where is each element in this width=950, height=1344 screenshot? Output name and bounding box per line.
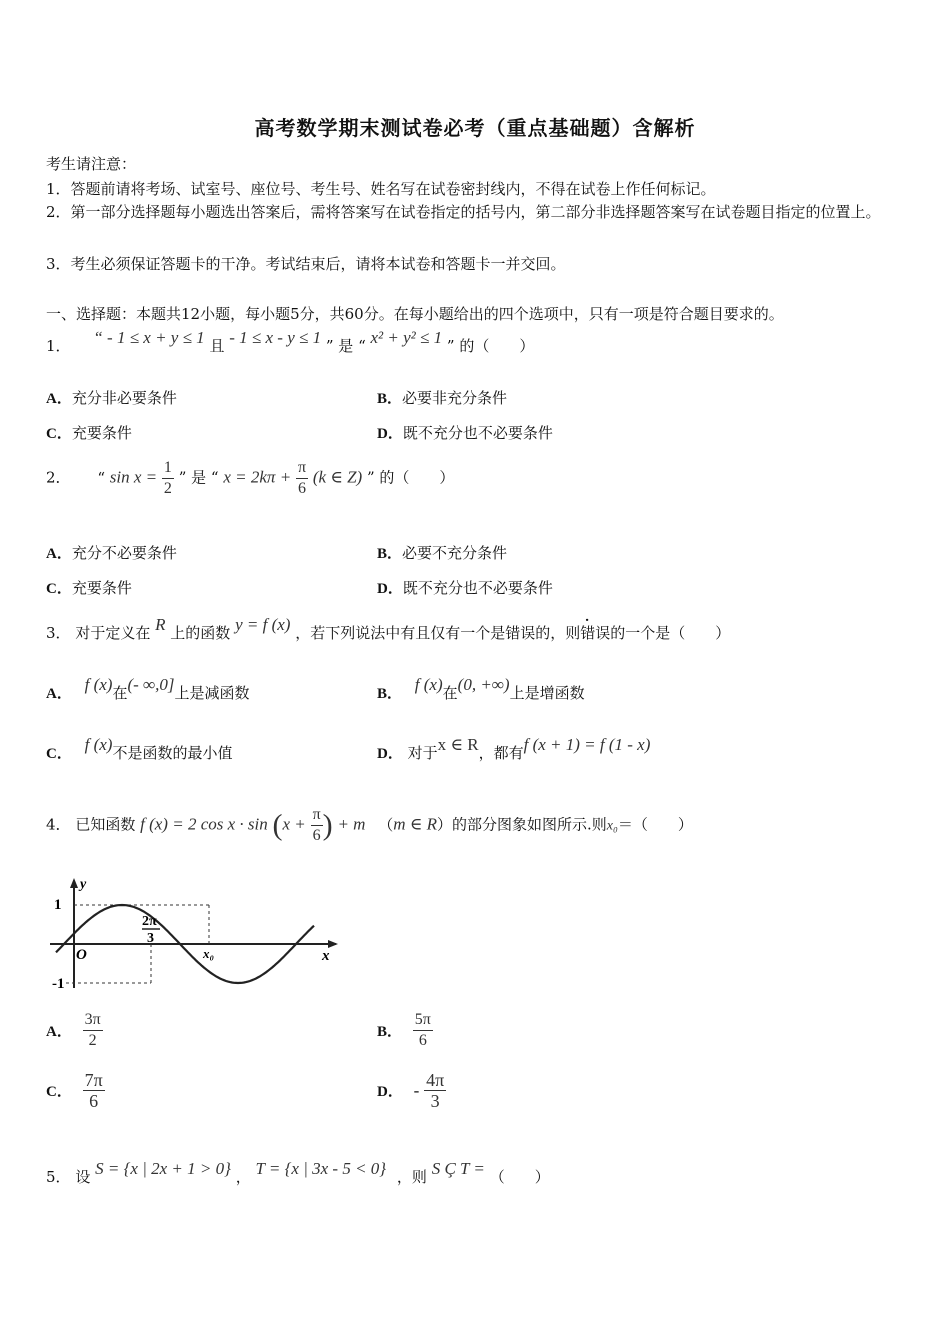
- text: ，: [235, 1168, 251, 1186]
- math-expr: S Ç T =: [431, 1159, 485, 1178]
- question-number: 4．: [46, 815, 71, 834]
- math-expr: x = 2kπ +: [223, 467, 292, 487]
- option-label: A．: [46, 686, 72, 702]
- fraction: [162, 458, 174, 499]
- q2-option-a[interactable]: [46, 542, 177, 563]
- math-expr: - 1 ≤ x - y ≤ 1: [229, 328, 322, 347]
- option-label: D．: [377, 1084, 403, 1100]
- option-text: 上是减函数: [174, 684, 250, 702]
- option-label: C．: [46, 426, 72, 442]
- y-min-label: -1: [52, 976, 65, 992]
- math-expr: f (x): [84, 675, 113, 694]
- x-axis-label: x: [322, 948, 330, 964]
- denominator: 2: [163, 480, 172, 497]
- text: ，若下列说法中有且仅有一个是错误的，则: [295, 624, 581, 642]
- q3-option-b[interactable]: [377, 675, 585, 703]
- math-expr: (0, +∞): [457, 675, 510, 694]
- right-paren: ): [322, 808, 333, 842]
- option-text: 不是函数的最小值: [112, 744, 233, 762]
- numerator: 4π: [426, 1070, 445, 1090]
- option-label: A．: [46, 546, 72, 562]
- option-label: C．: [46, 581, 72, 597]
- option-text: 充要条件: [71, 579, 132, 597]
- page-title: 高考数学期末测试卷必考（重点基础题）含解析: [254, 116, 696, 140]
- fraction: [296, 458, 308, 499]
- fraction: [83, 1010, 103, 1051]
- math-expr: S = {x | 2x + 1 > 0}: [95, 1159, 231, 1178]
- question-number: 1．: [46, 337, 71, 355]
- text-is: ” 是 “: [325, 337, 366, 355]
- fraction: [413, 1010, 433, 1051]
- math-expr: T = {x | 3x - 5 < 0}: [255, 1159, 387, 1178]
- notice-item-2: 2．第一部分选择题每小题选出答案后，需将答案写在试卷指定的括号内，第二部分非选择题答案写在试卷题目指定的位置上。: [46, 203, 881, 221]
- x0-label: x₀: [203, 946, 215, 961]
- notice-item-1: 1．答题前请将考场、试室号、座位号、考生号、姓名写在试卷密封线内，不得在试卷上作任何标记。: [46, 180, 716, 198]
- option-text: 对于: [407, 744, 438, 762]
- option-label: A．: [46, 391, 72, 407]
- x-axis-arrow: [328, 940, 338, 948]
- notice-heading: 考生请注意：: [46, 155, 137, 173]
- math-expr: sin x =: [109, 467, 158, 487]
- text: （: [378, 815, 394, 834]
- mark-numerator: 2π: [142, 914, 157, 929]
- q1-option-c[interactable]: [46, 422, 132, 443]
- text: ）的部分图象如图所示.则: [436, 815, 607, 834]
- numerator: π: [311, 805, 323, 826]
- math-expr: (- ∞,0]: [127, 675, 175, 694]
- math-expr: y = f (x): [235, 615, 291, 634]
- mark-denominator: 3: [147, 931, 154, 946]
- math-expr: x² + y² ≤ 1: [370, 328, 443, 347]
- q2-option-c[interactable]: [46, 577, 132, 598]
- option-text: 既不充分也不必要条件: [402, 579, 553, 597]
- math-expr: m ∈ R: [393, 814, 437, 834]
- text-open: “: [97, 468, 105, 487]
- q1-option-d[interactable]: [377, 422, 553, 443]
- denominator: 6: [89, 1091, 99, 1111]
- text-tail: ” 的（ ）: [367, 468, 455, 487]
- origin-label: O: [76, 947, 87, 963]
- text: 的一个是（ ）: [610, 624, 731, 642]
- denominator: 6: [297, 480, 306, 497]
- text: 上的函数: [170, 624, 231, 642]
- math-expr: R: [155, 615, 166, 634]
- option-label: D．: [377, 581, 403, 597]
- option-label: C．: [46, 1084, 72, 1100]
- text: 设: [75, 1168, 91, 1186]
- option-text: 充分不必要条件: [71, 544, 177, 562]
- q4-option-b[interactable]: [377, 1010, 433, 1051]
- question-number: 3．: [46, 624, 71, 642]
- question-number: 5．: [46, 1168, 71, 1186]
- option-text: 必要非充分条件: [402, 389, 508, 407]
- q3-option-c[interactable]: [46, 735, 233, 763]
- minus-sign: -: [413, 1080, 420, 1100]
- fraction: [424, 1070, 446, 1111]
- q4-option-d[interactable]: [377, 1070, 446, 1111]
- option-text: 必要不充分条件: [402, 544, 508, 562]
- text-tail: ” 的（ ）: [446, 337, 535, 355]
- option-label: B．: [377, 391, 403, 407]
- numerator: 7π: [84, 1070, 103, 1090]
- option-label: D．: [377, 746, 403, 762]
- text: 已知函数: [75, 815, 136, 834]
- option-text: 充分非必要条件: [71, 389, 177, 407]
- math-expr: (k ∈ Z): [312, 467, 363, 487]
- numerator: 1: [162, 458, 174, 479]
- text-is: ” 是 “: [178, 468, 219, 487]
- question-3: [46, 615, 731, 643]
- option-text: 在: [442, 684, 458, 702]
- question-5: [46, 1159, 550, 1187]
- numerator: 5π: [413, 1010, 433, 1031]
- math-expr: x₀: [606, 818, 618, 834]
- y-max-label: 1: [54, 897, 62, 913]
- q3-option-d[interactable]: [377, 735, 651, 763]
- emphasis-text: 错误: [580, 624, 611, 642]
- q4-option-c[interactable]: [46, 1070, 105, 1111]
- denominator: 6: [418, 1032, 427, 1049]
- left-paren: (: [272, 808, 283, 842]
- fraction: [83, 1070, 105, 1111]
- math-expr: f (x): [84, 735, 113, 754]
- option-text: 既不充分也不必要条件: [402, 424, 553, 442]
- option-label: C．: [46, 746, 72, 762]
- option-text: 充要条件: [71, 424, 132, 442]
- option-label: B．: [377, 1024, 403, 1040]
- numerator: π: [296, 458, 308, 479]
- denominator: 3: [430, 1091, 440, 1111]
- math-expr: f (x): [414, 675, 443, 694]
- option-text: ，都有: [478, 744, 524, 762]
- option-label: B．: [377, 686, 403, 702]
- math-expr: “ - 1 ≤ x + y ≤ 1: [93, 328, 205, 347]
- text: ＝（ ）: [617, 815, 693, 834]
- option-label: B．: [377, 546, 403, 562]
- option-label: A．: [46, 1024, 72, 1040]
- numerator: 3π: [83, 1010, 103, 1031]
- q2-option-b[interactable]: [377, 542, 507, 563]
- q3-option-a[interactable]: [46, 675, 250, 703]
- math-expr: x +: [282, 814, 306, 834]
- question-number: 2．: [46, 468, 71, 487]
- fraction: [311, 805, 323, 846]
- denominator: 2: [88, 1032, 97, 1049]
- function-graph: [46, 872, 346, 992]
- math-expr: f (x + 1) = f (1 - x): [523, 735, 651, 754]
- math-expr: f (x) = 2 cos x · sin: [140, 814, 268, 834]
- text: ，则: [396, 1168, 427, 1186]
- q1-option-a[interactable]: [46, 387, 177, 408]
- option-text: 在: [112, 684, 128, 702]
- notice-item-3: 3．考生必须保证答题卡的干净。考试结束后，请将本试卷和答题卡一并交回。: [46, 255, 566, 273]
- text: （ ）: [489, 1168, 550, 1186]
- denominator: 6: [312, 827, 321, 844]
- text-and: 且: [209, 337, 225, 355]
- question-1: [46, 328, 535, 356]
- question-2: [46, 458, 454, 499]
- q4-option-a[interactable]: [46, 1010, 103, 1051]
- y-axis-arrow: [70, 878, 78, 888]
- question-4: [46, 805, 693, 846]
- math-expr: x ∈ R: [437, 735, 479, 754]
- math-expr: + m: [337, 814, 366, 834]
- option-text: 上是增函数: [509, 684, 585, 702]
- q1-option-b[interactable]: [377, 387, 507, 408]
- text: 对于定义在: [75, 624, 151, 642]
- section-heading: 一、选择题：本题共12小题，每小题5分，共60分。在每小题给出的四个选项中，只有一项是符合题目要求的。: [46, 305, 784, 323]
- option-label: D．: [377, 426, 403, 442]
- y-axis-label: y: [80, 877, 87, 892]
- q2-option-d[interactable]: [377, 577, 553, 598]
